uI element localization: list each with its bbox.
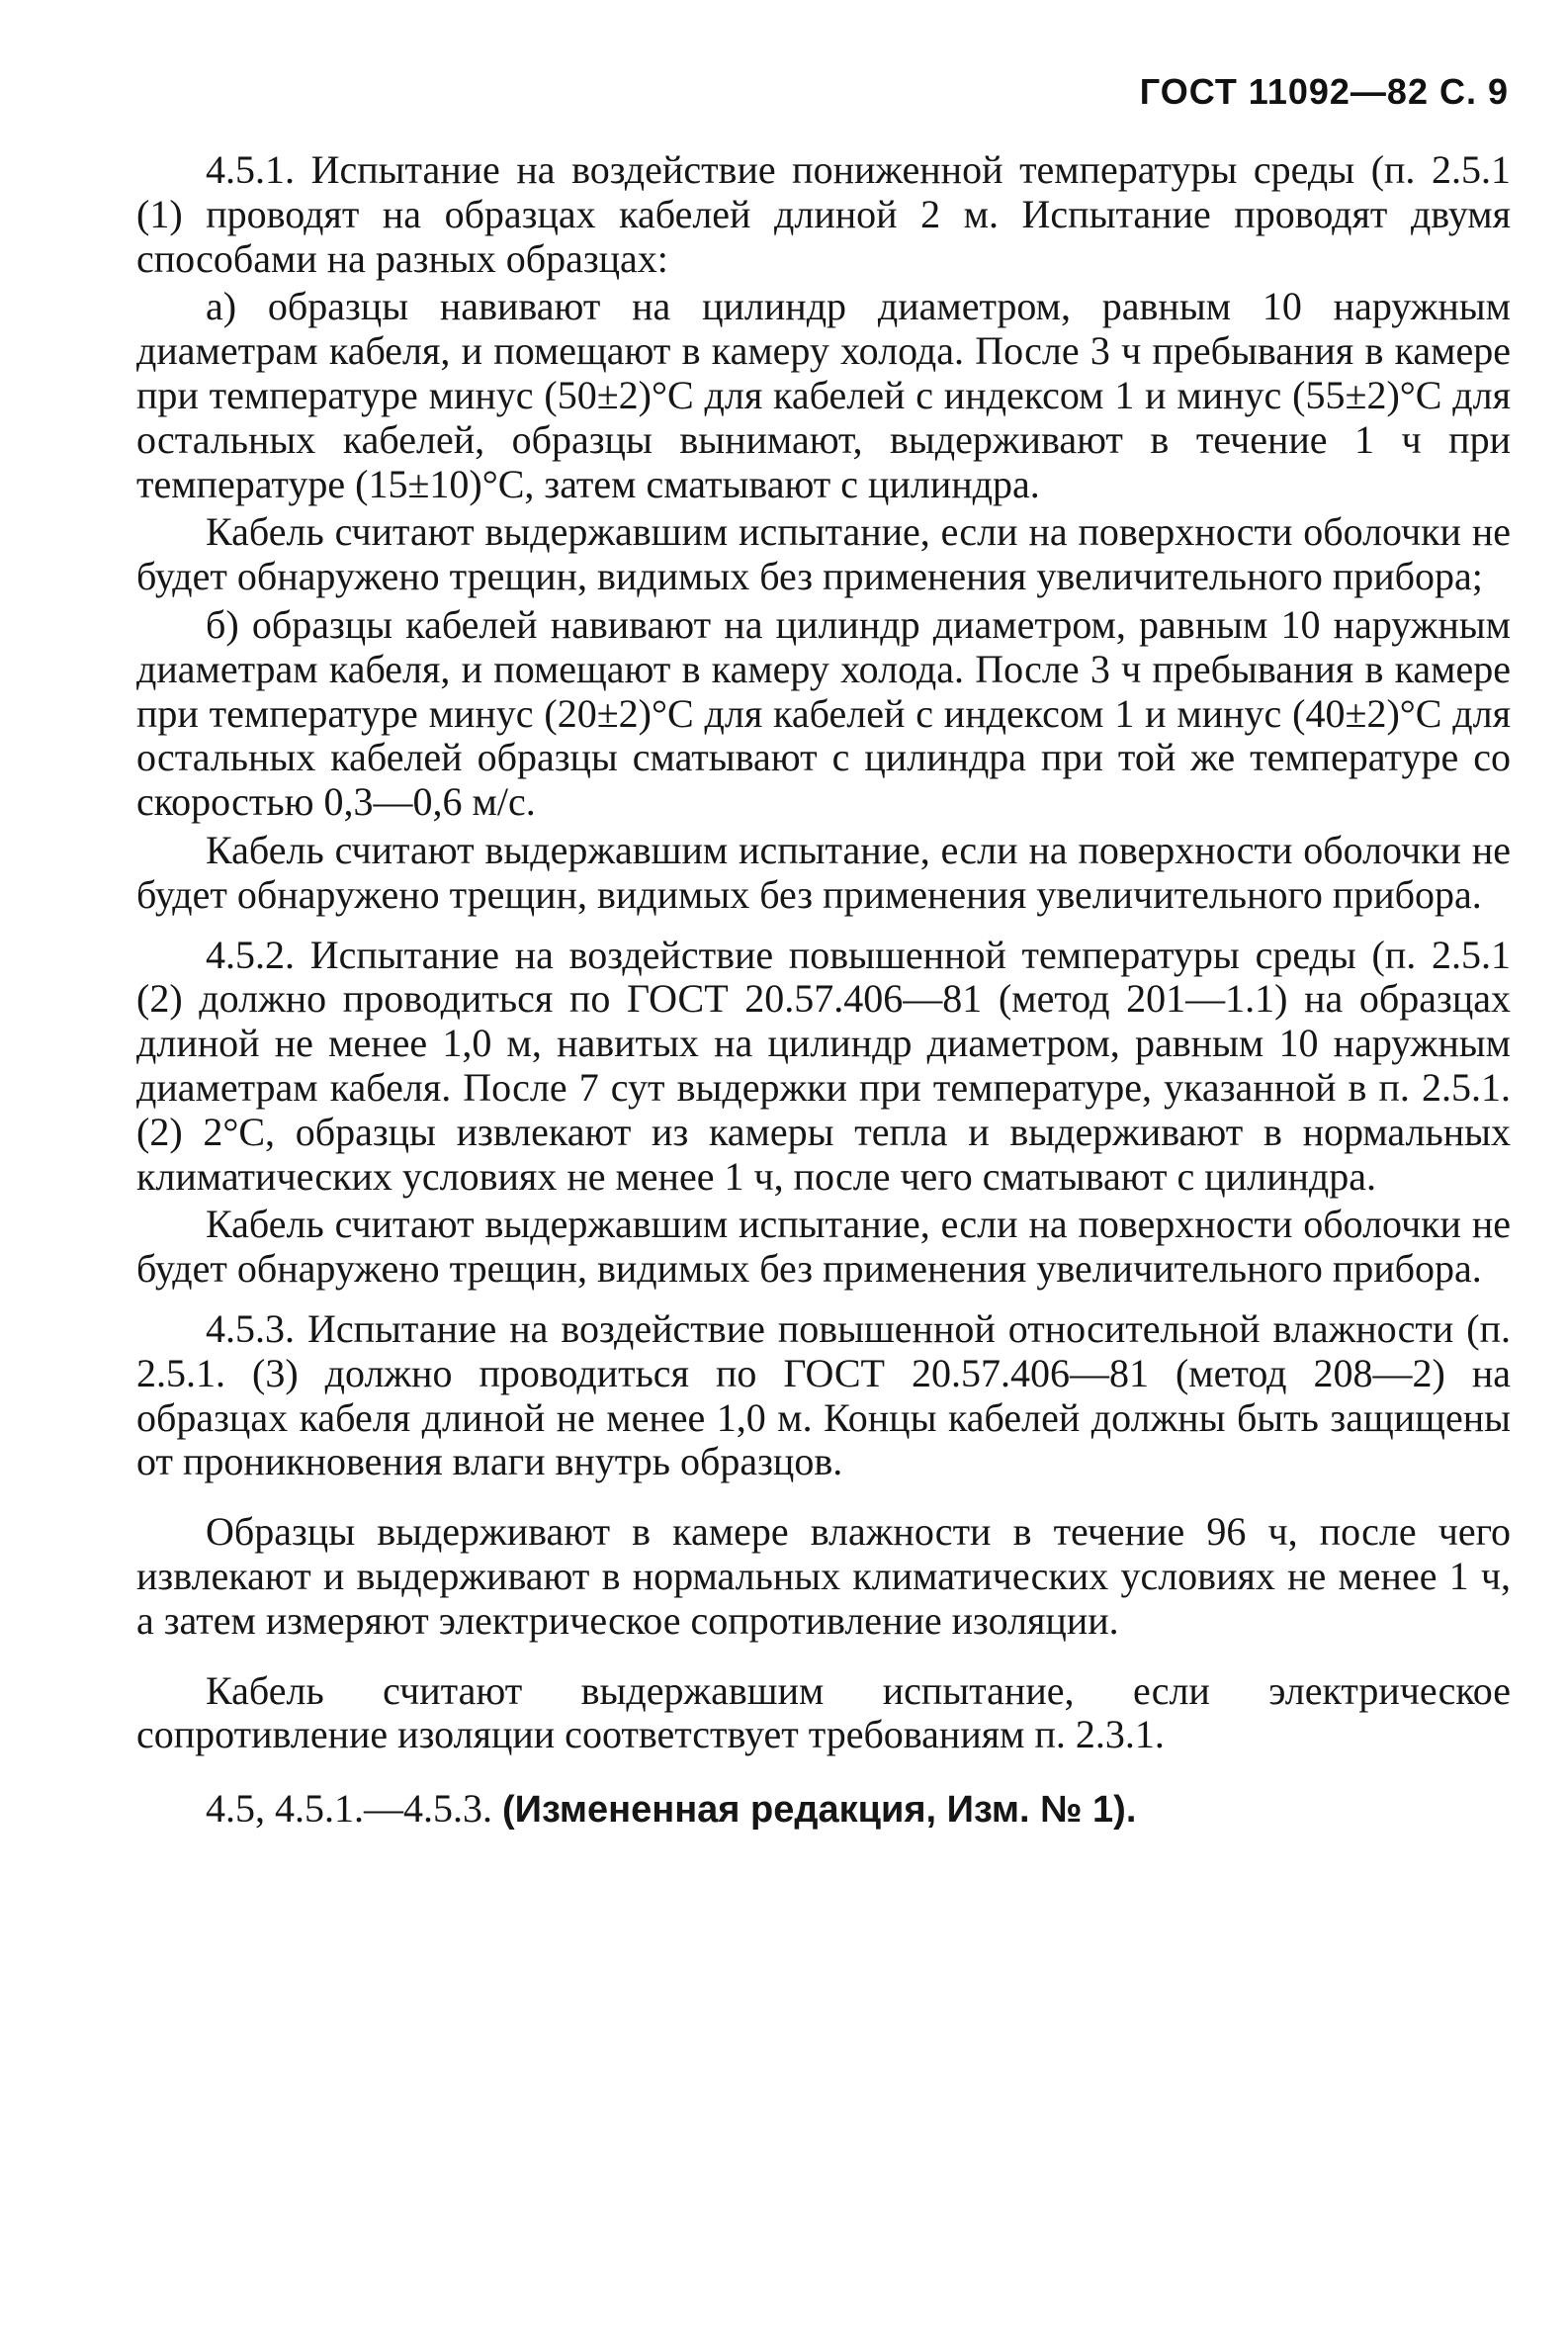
paragraph-4-5-3-procedure: Образцы выдерживают в камере влажности в течение 96 ч, после чего извлекают и выдерживают в нормальных климатических условиях не менее 1 ч, а затем измеряют электрическое сопротивление изоляции.: [136, 1509, 1511, 1643]
paragraph-4-5-2-criteria: Кабель считают выдержавшим испытание, если на поверхности оболочки не будет обнаружено трещин, видимых без применения увеличительного прибора.: [136, 1202, 1511, 1292]
paragraph-4-5-2: 4.5.2. Испытание на воздействие повышенной температуры среды (п. 2.5.1 (2) должно проводиться по ГОСТ 20.57.406—81 (метод 201—1.1) на образцах длиной не менее 1,0 м, навитых на цилиндр диаметром, равным 10 наружным диаметрам кабеля. После 7 сут выдержки при температуре, указанной в п. 2.5.1. (2) 2°С, образцы извлекают из камеры тепла и выдерживают в нормальных климатических условиях не менее 1 ч, после чего сматывают с цилиндра.: [136, 932, 1511, 1199]
paragraph-4-5-3-criteria: Кабель считают выдержавшим испытание, если электрическое сопротивление изоляции соответствует требованиям п. 2.3.1.: [136, 1667, 1511, 1757]
paragraph-4-5-1-a: а) образцы навивают на цилиндр диаметром, равным 10 наружным диаметрам кабеля, и помещают в камеру холода. После 3 ч пребывания в камере при температуре минус (50±2)°С для кабелей с индексом 1 и минус (55±2)°С для остальных кабелей, образцы вынимают, выдерживают в течение 1 ч при температуре (15±10)°С, затем сматывают с цилиндра.: [136, 284, 1511, 506]
amendment-note: [136, 1787, 1511, 1833]
paragraph-4-5-1-a-criteria: Кабель считают выдержавшим испытание, если на поверхности оболочки не будет обнаружено трещин, видимых без применения увеличительного прибора;: [136, 509, 1511, 599]
paragraph-4-5-1: 4.5.1. Испытание на воздействие пониженной температуры среды (п. 2.5.1 (1) проводят на образцах кабелей длиной 2 м. Испытание проводят двумя способами на разных образцах:: [136, 147, 1511, 281]
paragraph-4-5-3: 4.5.3. Испытание на воздействие повышенной относительной влажности (п. 2.5.1. (3) должно проводиться по ГОСТ 20.57.406—81 (метод 208—2) на образцах кабеля длиной не менее 1,0 м. Концы кабелей должны быть защищены от проникновения влаги внутрь образцов.: [136, 1305, 1511, 1484]
amendment-note-prefix: 4.5, 4.5.1.—4.5.3.: [206, 1786, 492, 1832]
amendment-note-bold: (Измененная редакция, Изм. № 1).: [502, 1789, 1137, 1832]
paragraph-4-5-1-b: б) образцы кабелей навивают на цилиндр диаметром, равным 10 наружным диаметрам кабеля, и помещают в камеру холода. После 3 ч пребывания в камере при температуре минус (20±2)°С для кабелей с индексом 1 и минус (40±2)°С для остальных кабелей образцы сматывают с цилиндра при той же температуре со скоростью 0,3—0,6 м/с.: [136, 601, 1511, 825]
page-header: ГОСТ 11092—82 С. 9: [1139, 71, 1509, 112]
paragraph-4-5-1-b-criteria: Кабель считают выдержавшим испытание, если на поверхности оболочки не будет обнаружено трещин, видимых без применения увеличительного прибора.: [136, 827, 1511, 917]
document-body: [136, 148, 1511, 1872]
